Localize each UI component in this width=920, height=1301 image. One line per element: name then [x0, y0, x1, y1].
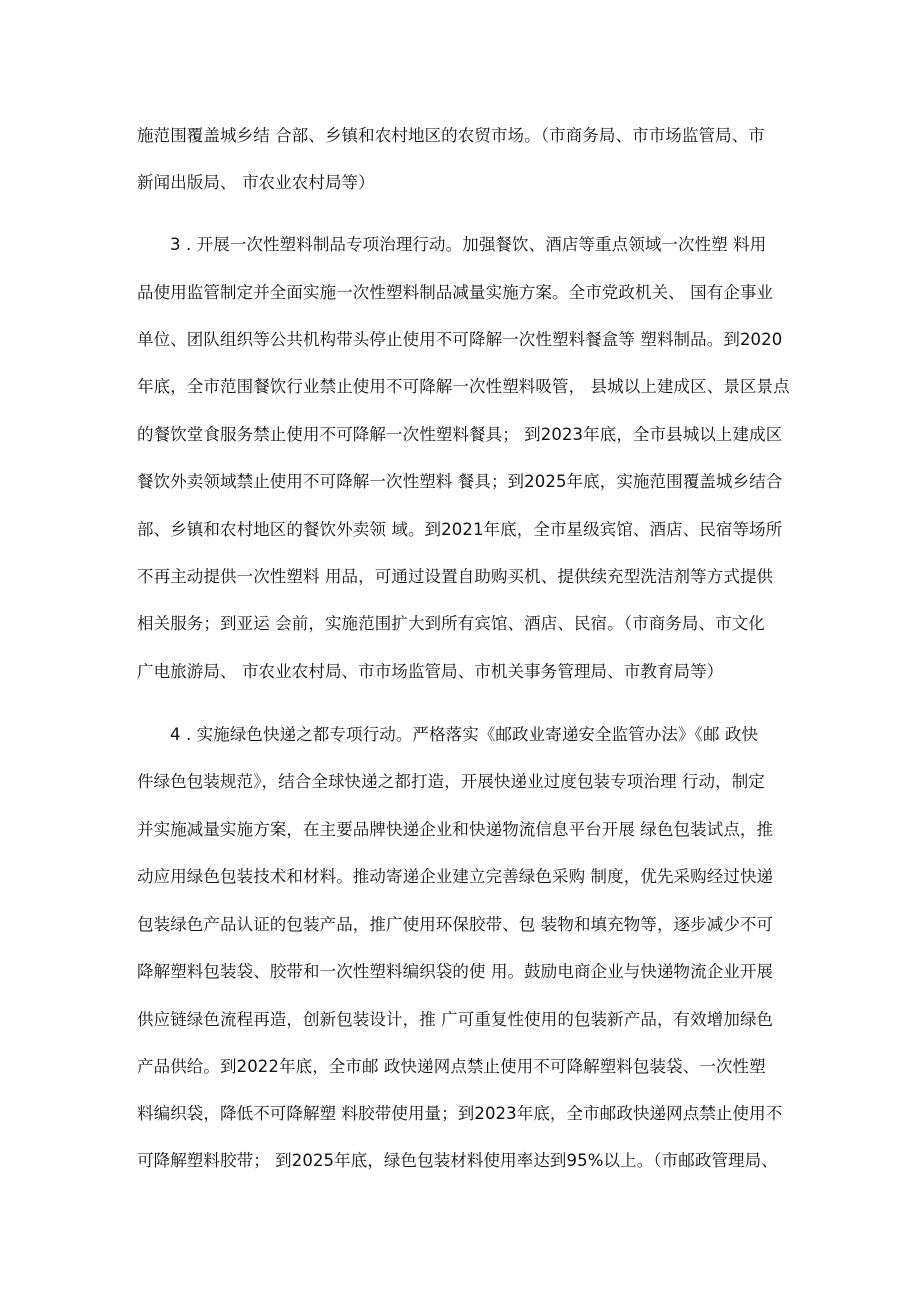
text-line-9: 部、乡镇和农村地区的餐饮外卖领 域。到2021年底，全市星级宾馆、酒店、民宿等场所 — [137, 520, 783, 539]
text-line-16: 动应用绿色包装技术和材料。推动寄递企业建立完善绿色采购 制度，优先采购经过快递 — [137, 867, 774, 886]
text-line-10: 不再主动提供一次性塑料 用品，可通过设置自助购买机、提供续充型洗洁剂等方式提供 — [137, 567, 774, 586]
text-line-1: 施范围覆盖城乡结 合部、乡镇和农村地区的农贸市场。（市商务局、市市场监管局、市 — [137, 126, 765, 145]
text-line-4: 品使用监管制定并全面实施一次性塑料制品减量实施方案。全市党政机关、 国有企事业 — [137, 283, 774, 302]
text-line-7: 的餐饮堂食服务禁止使用不可降解一次性塑料餐具； 到2023年底，全市县城以上建成区 — [137, 425, 783, 444]
text-line-2: 新闻出版局、 市农业农村局等） — [137, 173, 375, 192]
text-line-14: 件绿色包装规范》，结合全球快递之都打造，开展快递业过度包装专项治理 行动，制定 — [137, 772, 765, 791]
text-line-22: 可降解塑料胶带； 到2025年底，绿色包装材料使用率达到95%以上。（市邮政管理局、 — [137, 1151, 778, 1170]
text-line-11: 相关服务；到亚运 会前，实施范围扩大到所有宾馆、酒店、民宿。（市商务局、市文化 — [137, 614, 765, 633]
text-line-15: 并实施减量实施方案，在主要品牌快递企业和快递物流信息平台开展 绿色包装试点，推 — [137, 820, 774, 839]
text-line-19: 供应链绿色流程再造，创新包装设计，推 广可重复性使用的包装新产品，有效增加绿色 — [137, 1010, 774, 1029]
text-line-20: 产品供给。到2022年底，全市邮 政快递网点禁止使用不可降解塑料包装袋、一次性塑 — [137, 1057, 766, 1076]
text-line-18: 降解塑料包装袋、胶带和一次性塑料编织袋的使 用。鼓励电商企业与快递物流企业开展 — [137, 962, 774, 981]
text-line-12: 广电旅游局、 市农业农村局、市市场监管局、市机关事务管理局、市教育局等） — [137, 662, 724, 681]
item-4-heading-line: 4 . 实施绿色快递之都专项行动。严格落实《邮政业寄递安全监管办法》《邮 政快 — [170, 725, 759, 744]
text-line-6: 年底，全市范围餐饮行业禁止使用不可降解一次性塑料吸管， 县城以上建成区、景区景点 — [137, 377, 790, 396]
text-line-17: 包装绿色产品认证的包装产品，推广使用环保胶带、包 装物和填充物等，逐步减少不可 — [137, 915, 774, 934]
text-line-8: 餐饮外卖领域禁止使用不可降解一次性塑料 餐具；到2025年底，实施范围覆盖城乡结合 — [137, 472, 783, 491]
item-3-heading-line: 3 . 开展一次性塑料制品专项治理行动。加强餐饮、酒店等重点领域一次性塑 料用 — [170, 235, 767, 254]
text-line-5: 单位、团队组织等公共机构带头停止使用不可降解一次性塑料餐盒等 塑料制品。到2020 — [137, 330, 783, 349]
text-line-21: 料编织袋，降低不可降解塑 料胶带使用量；到2023年底，全市邮政快递网点禁止使用不 — [137, 1104, 783, 1123]
